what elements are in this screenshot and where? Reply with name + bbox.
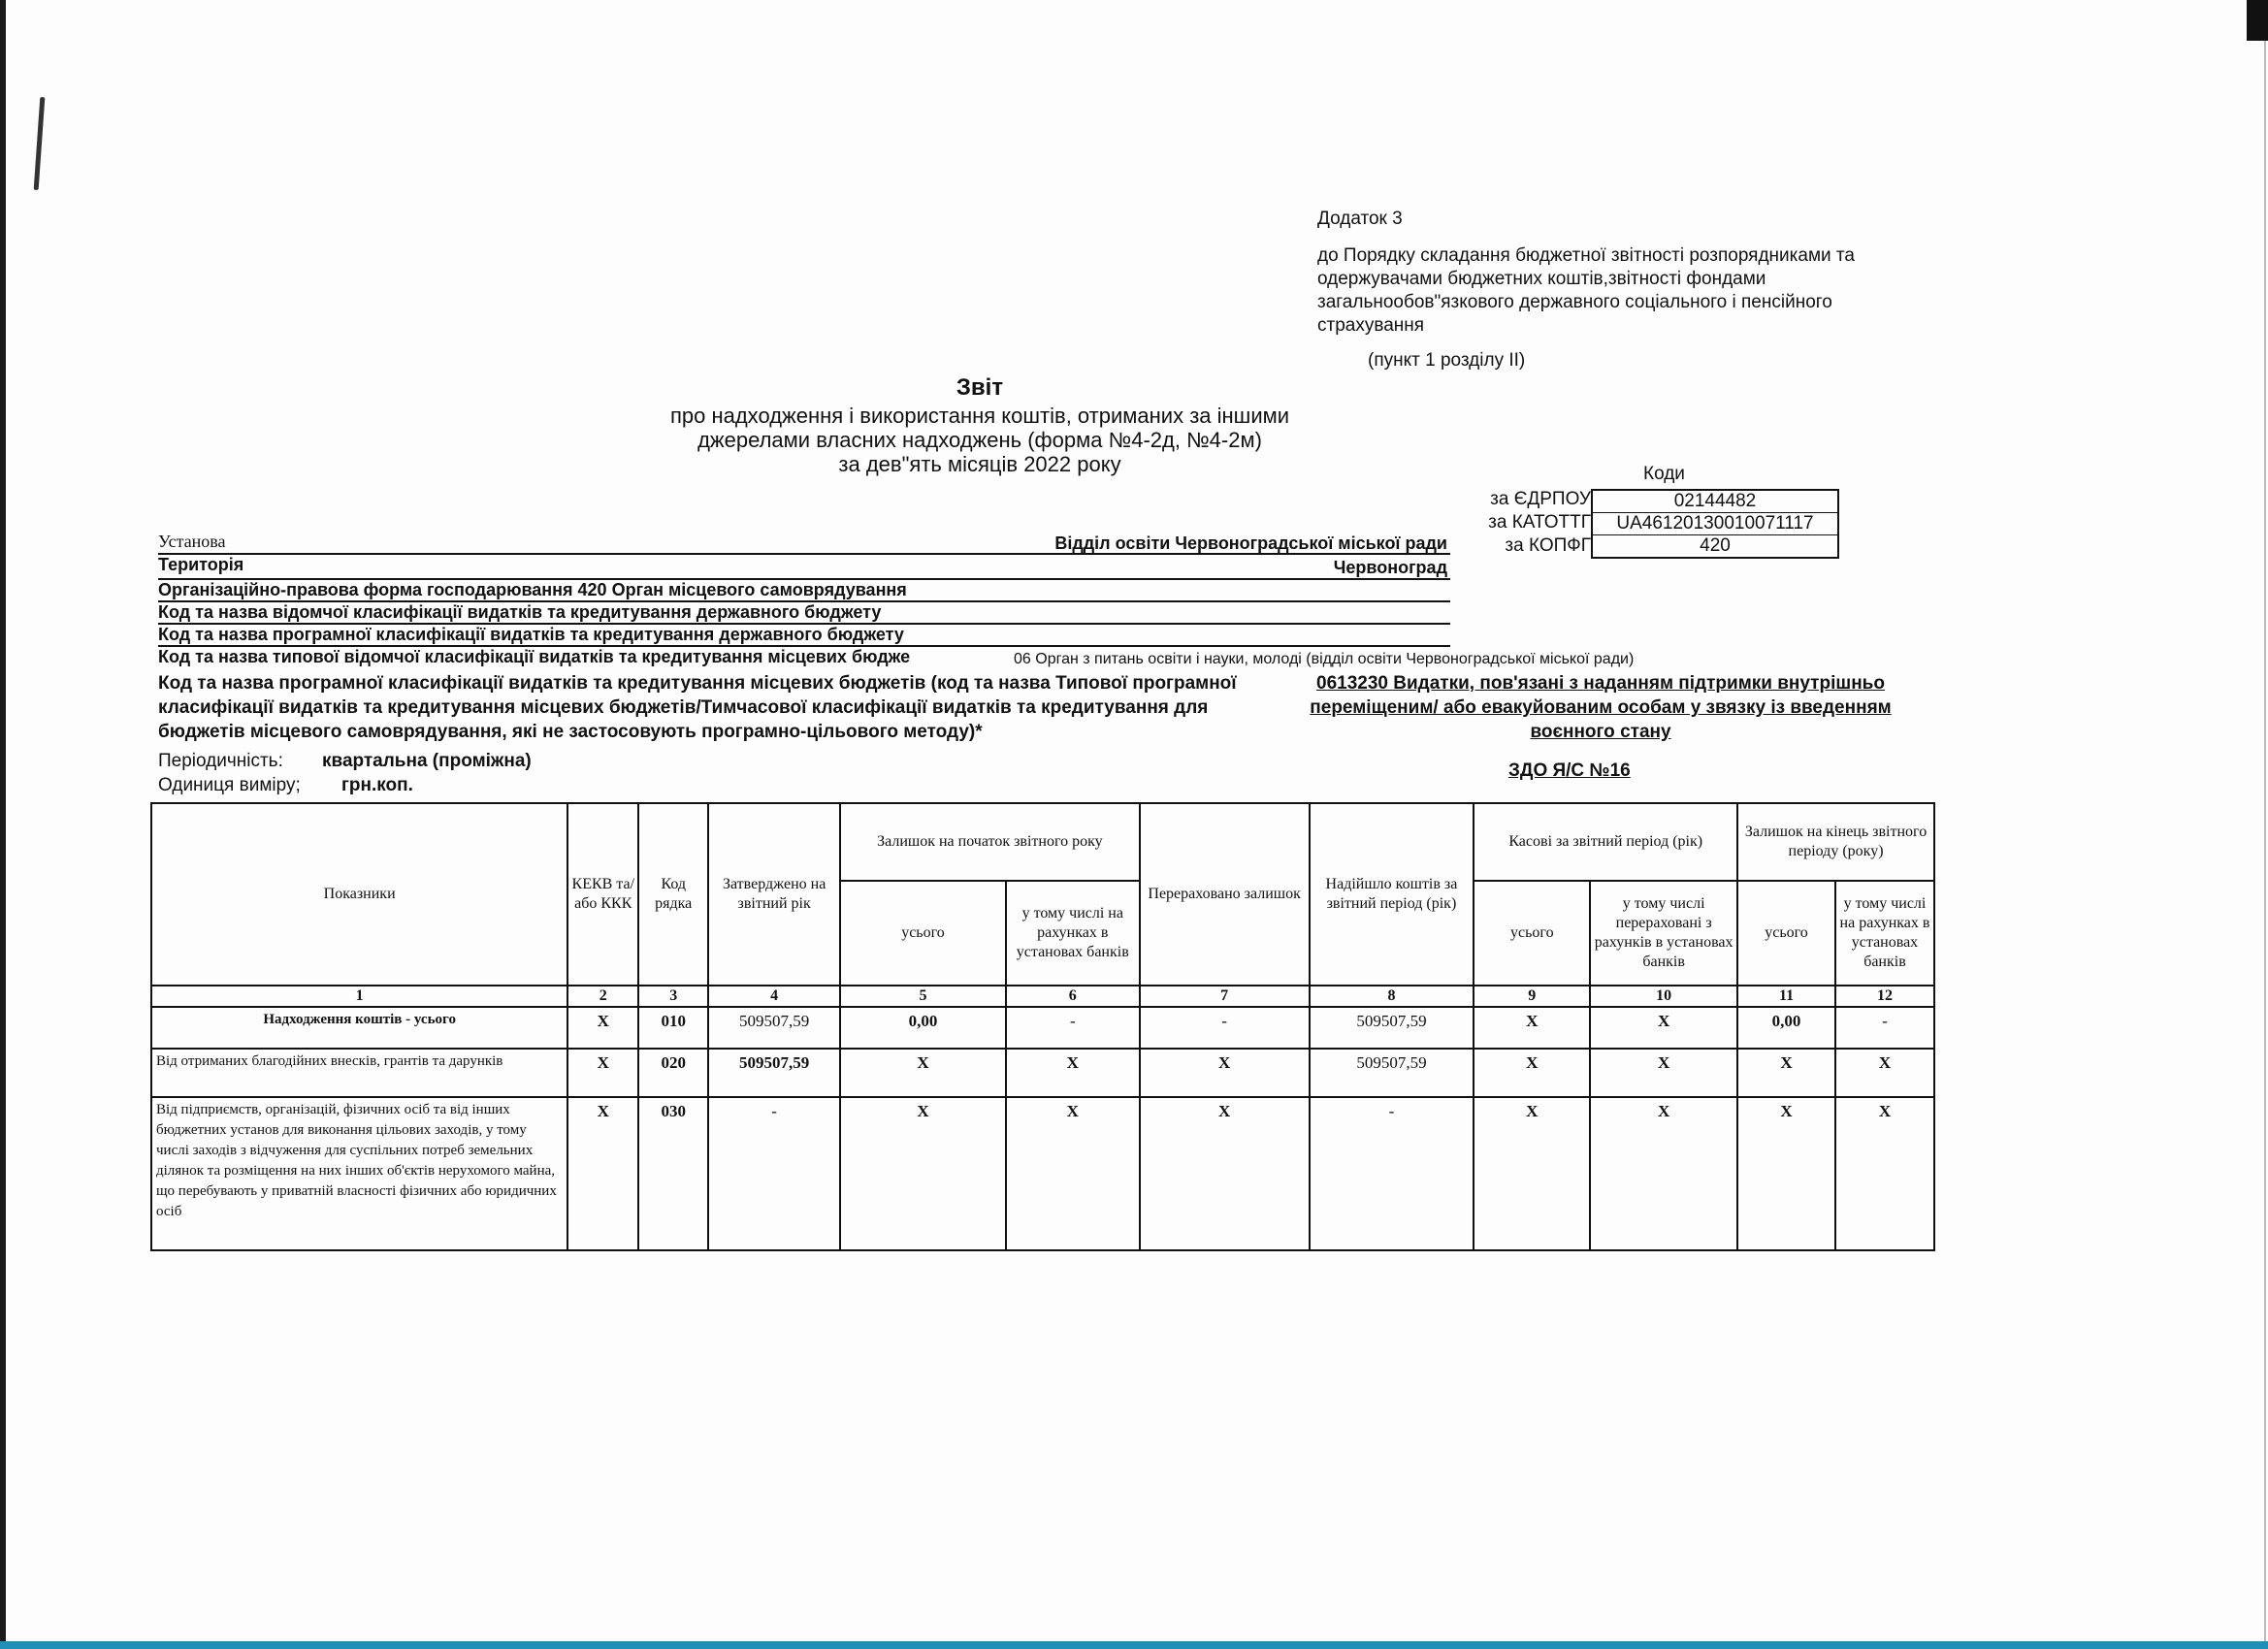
- territory-label: Територія: [158, 555, 244, 574]
- col-header-indicators: Показники: [151, 803, 567, 986]
- column-number: 7: [1140, 986, 1310, 1007]
- scan-edge-corner: [2247, 0, 2268, 41]
- unit-label: Одиниця виміру;: [158, 775, 301, 795]
- column-number: 4: [708, 986, 840, 1007]
- cell: X: [1835, 1049, 1934, 1097]
- cell: X: [567, 1007, 638, 1049]
- scan-edge-bottom: [0, 1641, 2268, 1649]
- unit-value: грн.коп.: [341, 775, 413, 795]
- code-value-katottg: UA46120130010071117: [1593, 513, 1837, 535]
- cell: X: [1590, 1007, 1737, 1049]
- code-value-kopfg: 420: [1700, 535, 1731, 556]
- codes-header: Коди: [1643, 464, 1685, 484]
- report-period: за дев"ять місяців 2022 року: [838, 452, 1121, 476]
- column-number: 3: [638, 986, 708, 1007]
- report-subtitle-2: джерелами власних надходжень (форма №4-2д, №4-2м): [697, 428, 1262, 452]
- institution-unit: ЗДО Я/С №16: [1508, 760, 1631, 781]
- col-header-transferred: Перераховано залишок: [1140, 803, 1310, 986]
- col-header-cash-total: усього: [1474, 881, 1590, 986]
- cell: 509507,59: [1310, 1049, 1474, 1097]
- col-header-balance-start: Залишок на початок звітного року: [840, 803, 1140, 881]
- col-header-kekv: КЕКВ та/або ККК: [567, 803, 638, 986]
- col-header-balance-end: Залишок на кінець звітного періоду (року): [1737, 803, 1934, 881]
- scan-edge-left: [0, 0, 6, 1649]
- col-header-start-incl: у тому числі на рахунках в установах банків: [1006, 881, 1140, 986]
- cell: X: [1006, 1049, 1140, 1097]
- cell: X: [1140, 1049, 1310, 1097]
- cell: X: [1474, 1007, 1590, 1049]
- annex-point: (пункт 1 розділу II): [1368, 350, 1526, 371]
- row-label: Надходження коштів - усього: [151, 1007, 567, 1049]
- cell: -: [1006, 1007, 1140, 1049]
- prog-class-field: Код та назва програмної класифікації видатків та кредитування державного бюджету: [158, 625, 904, 644]
- column-numbers-row: [151, 986, 1934, 1007]
- column-number: 10: [1590, 986, 1737, 1007]
- annex-text: до Порядку складання бюджетної звітності розпорядниками та одержувачами бюджетних коштів,звітності фондами загальнообов"язкового державного соціального і пенсійного страхування: [1317, 245, 1855, 336]
- cell: X: [840, 1097, 1006, 1250]
- report-title-block: [621, 372, 1339, 476]
- column-number: 12: [1835, 986, 1934, 1007]
- code-label-kopfg: за КОПФГ: [1505, 535, 1591, 556]
- header-row: [151, 803, 1934, 881]
- cell: X: [567, 1049, 638, 1097]
- periodicity-label: Періодичність:: [158, 751, 283, 771]
- cell: X: [567, 1097, 638, 1250]
- cell: X: [840, 1049, 1006, 1097]
- col-header-start-total: усього: [840, 881, 1006, 986]
- org-form-field: Організаційно-правова форма господарювання 420 Орган місцевого самоврядування: [158, 580, 907, 599]
- cell: X: [1006, 1097, 1140, 1250]
- codes-box: [1591, 489, 1839, 559]
- column-number: 8: [1310, 986, 1474, 1007]
- column-number: 6: [1006, 986, 1140, 1007]
- local-prog-value: 0613230 Видатки, пов'язані з наданням підтримки внутрішньо переміщеним/ або евакуйованим особам у звязку із введенням воєнного стану: [1310, 673, 1892, 742]
- dept-class-field: Код та назва відомчої класифікації видатків та кредитування державного бюджету: [158, 602, 882, 622]
- row-label: Від підприємств, організацій, фізичних осіб та від інших бюджетних установ для виконання цільових заходів, у тому числі заходів з відчуження для суспільних потреб земельних ділянок та розміщення на них інших об'єктів нерухомого майна, що перебувають у приватній власності фізичних або юридичних осіб: [151, 1097, 567, 1250]
- cell: 509507,59: [708, 1007, 840, 1049]
- cell: 509507,59: [708, 1049, 840, 1097]
- territory-value: Червоноград: [1333, 558, 1447, 577]
- cell: 0,00: [1737, 1007, 1835, 1049]
- column-number: 5: [840, 986, 1006, 1007]
- column-number: 11: [1737, 986, 1835, 1007]
- annex-block: [1317, 208, 1938, 372]
- institution-label: Установа: [158, 532, 226, 551]
- divider: [158, 553, 1450, 555]
- col-header-row-code: Код рядка: [638, 803, 708, 986]
- code-label-katottg: за КАТОТТГ: [1488, 512, 1591, 533]
- code-value-edrpou: 02144482: [1593, 491, 1837, 513]
- col-header-end-total: усього: [1737, 881, 1835, 986]
- table-row: [151, 1097, 1934, 1250]
- code-label-edrpou: за ЄДРПОУ: [1490, 489, 1591, 509]
- col-header-cash: Касові за звітний період (рік): [1474, 803, 1737, 881]
- table-row: [151, 1007, 1934, 1049]
- cell: -: [1835, 1007, 1934, 1049]
- scan-edge-right: [2264, 41, 2266, 1641]
- cell: 509507,59: [1310, 1007, 1474, 1049]
- cell: 010: [638, 1007, 708, 1049]
- col-header-cash-incl: у тому числі перераховані з рахунків в установах банків: [1590, 881, 1737, 986]
- cell: X: [1474, 1097, 1590, 1250]
- cell: X: [1737, 1049, 1835, 1097]
- column-number: 1: [151, 986, 567, 1007]
- typical-dept-label: Код та назва типової відомчої класифікації видатків та кредитування місцевих бюдже: [158, 647, 911, 666]
- col-header-received: Надійшло коштів за звітний період (рік): [1310, 803, 1474, 986]
- scan-artifact-mark: [34, 97, 46, 190]
- table-row: [151, 1049, 1934, 1097]
- cell: -: [1140, 1007, 1310, 1049]
- cell: X: [1835, 1097, 1934, 1250]
- col-header-end-incl: у тому числі на рахунках в установах банків: [1835, 881, 1934, 986]
- report-subtitle-1: про надходження і використання коштів, отриманих за іншими: [669, 404, 1290, 428]
- cell: X: [1474, 1049, 1590, 1097]
- cell: X: [1590, 1049, 1737, 1097]
- institution-value: Відділ освіти Червоноградської міської ради: [1054, 534, 1447, 553]
- annex-title: Додаток 3: [1317, 209, 1403, 229]
- column-number: 2: [567, 986, 638, 1007]
- report-table: [150, 802, 1935, 1251]
- cell: 020: [638, 1049, 708, 1097]
- cell: 0,00: [840, 1007, 1006, 1049]
- local-prog-label: Код та назва програмної класифікації видатків та кредитування місцевих бюджетів (код та назва Типової програмної класифікації видатків та кредитування місцевих бюджетів/Тимчасової класифікації видатків та кредитування для бюджетів місцевого самоврядування, які не застосовують програмно-цільового методу)*: [158, 673, 1237, 742]
- column-number: 9: [1474, 986, 1590, 1007]
- cell: 030: [638, 1097, 708, 1250]
- cell: -: [1310, 1097, 1474, 1250]
- row-label: Від отриманих благодійних внесків, грантів та дарунків: [151, 1049, 567, 1097]
- periodicity-value: квартальна (проміжна): [322, 751, 532, 771]
- typical-dept-value: 06 Орган з питань освіти і науки, молоді (відділ освіти Червоноградської міської ради): [1014, 651, 1635, 667]
- report-title: Звіт: [956, 374, 1004, 401]
- col-header-approved: Затверджено на звітний рік: [708, 803, 840, 986]
- cell: X: [1590, 1097, 1737, 1250]
- cell: X: [1140, 1097, 1310, 1250]
- cell: -: [708, 1097, 840, 1250]
- cell: X: [1737, 1097, 1835, 1250]
